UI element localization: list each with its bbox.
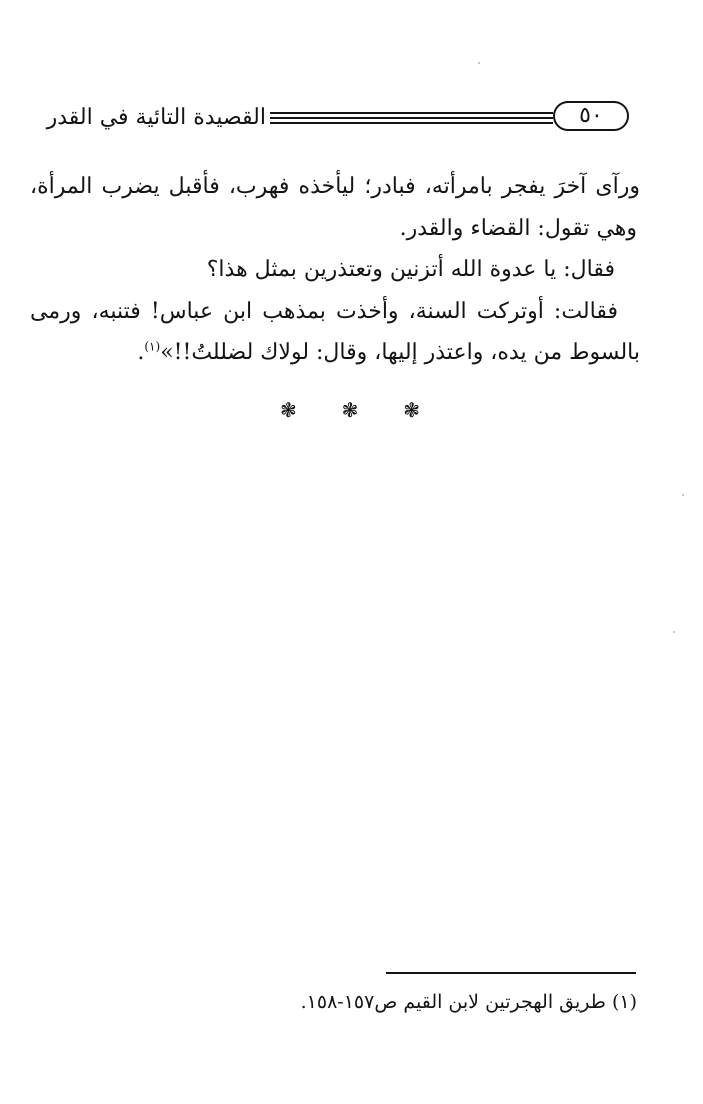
asterisk-ornament-icon: ❃ (280, 398, 297, 422)
running-title: القصيدة التائية في القدر (46, 105, 266, 130)
footnote: (١) طريق الهجرتين لابن القيم ص١٥٧-١٥٨. (300, 991, 637, 1013)
footnote-separator (386, 972, 636, 974)
page-number-badge (553, 101, 629, 131)
asterisk-ornament-icon: ❃ (403, 398, 420, 422)
scan-speck (673, 631, 675, 633)
section-divider (280, 398, 420, 422)
header-rule-line (270, 122, 553, 124)
scan-speck (478, 62, 480, 64)
body-line-1: ورآى آخرَ يفجر بامرأته، فبادر؛ ليأخذه فهرب، فأقبل يضرب المرأة، (30, 174, 640, 199)
header-rule-line (270, 117, 553, 119)
scan-speck (682, 494, 684, 496)
header-rule-line (270, 112, 553, 114)
page-number: ٥٠ (579, 103, 603, 128)
body-line-2: وهي تقول: القضاء والقدر. (399, 216, 637, 241)
line-end-period: . (137, 340, 145, 365)
body-line-3: فقال: يا عدوة الله أتزنين وتعتذرين بمثل هذا؟ (206, 257, 615, 282)
footnote-reference: (١) (144, 339, 161, 354)
body-line-5-text: بالسوط من يده، واعتذر إليها، وقال: لولاك لضللتُ!!» (160, 340, 640, 365)
body-line-5 (137, 336, 640, 370)
asterisk-ornament-icon: ❃ (341, 398, 359, 422)
body-line-4: فقالت: أوتركت السنة، وأخذت بمذهب ابن عباس! فتنبه، ورمى (30, 299, 618, 324)
